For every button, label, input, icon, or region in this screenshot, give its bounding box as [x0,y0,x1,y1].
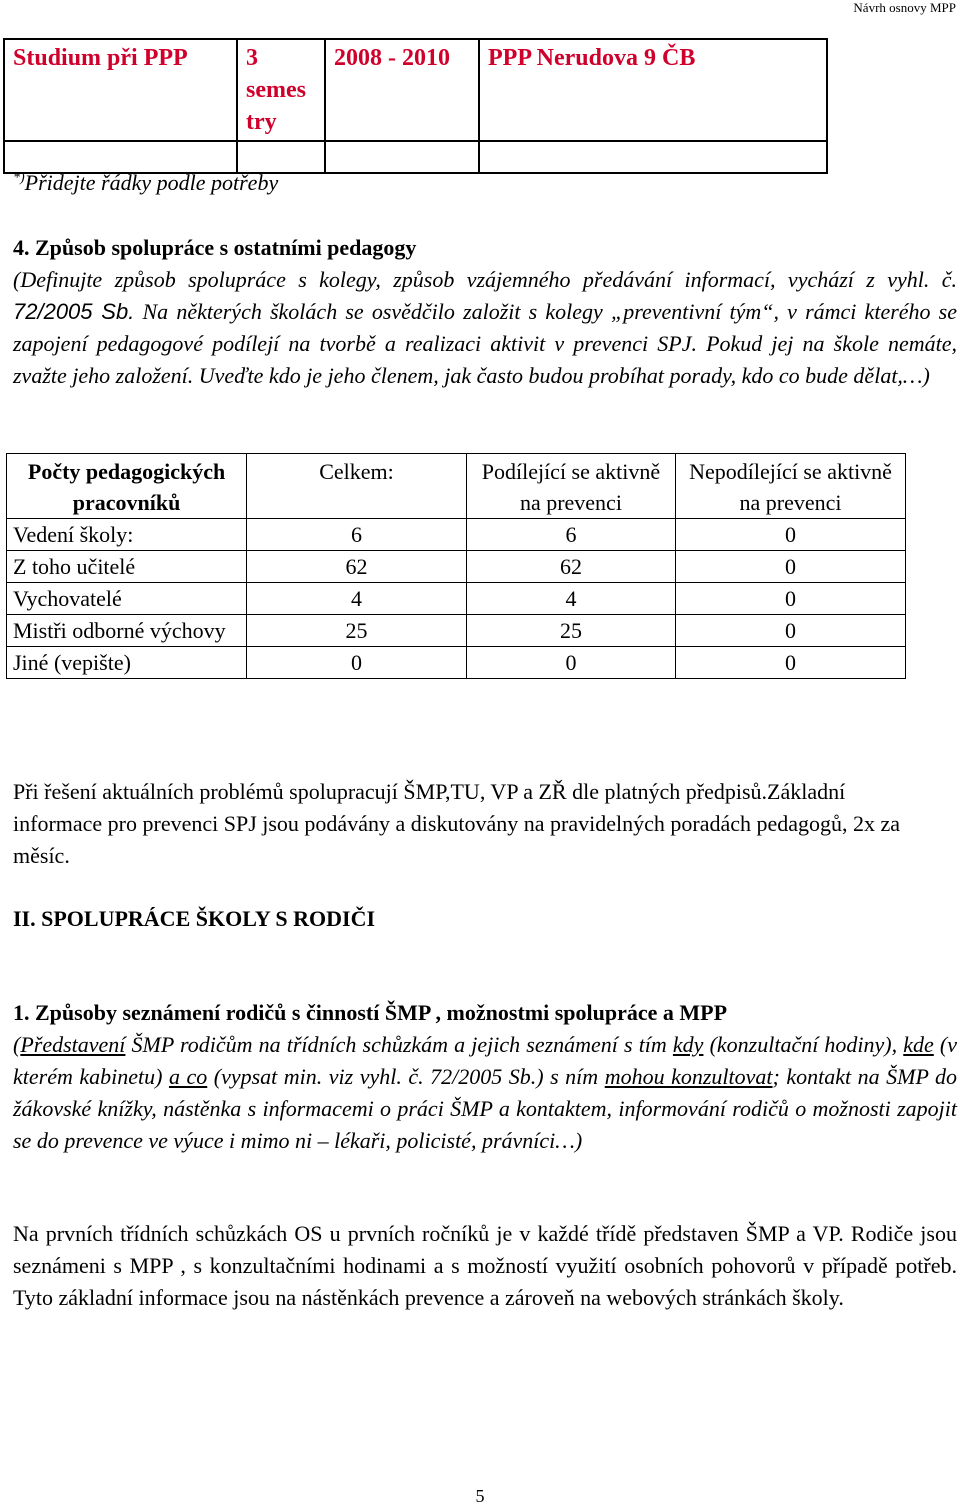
section-1-heading: 1. Způsoby seznámení rodičů s činností ŠMP , možnostmi spolupráce a MPP [13,1000,728,1025]
instruction-text: mohou konzultovat [604,1064,773,1089]
row-label: Vychovatelé [7,583,247,615]
table-cell: 25 [466,615,675,647]
column-header: Celkem: [247,454,467,519]
instruction-text: (vypsat min. viz vyhl. č. [207,1064,431,1089]
table-cell: 4 [466,583,675,615]
table-row [4,39,827,141]
table-cell: 6 [247,519,467,551]
table-row [4,141,827,173]
document-label: Návrh osnovy MPP [853,0,956,15]
table-cell: 4 [247,583,467,615]
section-4-heading: 4. Způsob spolupráce s ostatními pedagogy [13,235,417,260]
empty-cell [237,141,325,173]
table-cell: 62 [466,551,675,583]
table-cell: 0 [676,519,906,551]
staff-count-table [6,453,906,679]
table-cell: 0 [676,551,906,583]
table-row [7,519,906,551]
study-table [3,38,828,174]
regulation-reference: 72/2005 Sb. [13,299,135,324]
note-marker: *) [13,170,25,186]
table-cell: 25 [247,615,467,647]
row-label: Mistři odborné výchovy [7,615,247,647]
instruction-text: Představení [20,1032,126,1057]
table-cell: 0 [466,647,675,679]
table-header-row [7,454,906,519]
table-cell: 0 [676,615,906,647]
section-ii-heading: II. SPOLUPRÁCE ŠKOLY S RODIČI [13,906,376,931]
table-row [7,647,906,679]
column-header: Podílející se aktivně na prevenci [466,454,675,519]
empty-cell [325,141,479,173]
column-header: Nepodílející se aktivně na prevenci [676,454,906,519]
instruction-text: ; kontakt na ŠMP do žákovské knížky, nástěnka s informacemi o práci ŠMP a kontaktem, informování rodičů o možnosti zapojit se do prevence ve výuce i mimo ni – lékaři, policisté, právníci…) [13,1064,958,1153]
table-cell: 62 [247,551,467,583]
period-cell: 2008 - 2010 [325,39,479,141]
instruction-text: (Definujte způsob spolupráce s kolegy, způsob vzájemného předávání informací, vychází z vyhl. č. [13,267,957,292]
section-4-instructions [13,264,957,392]
table-cell: 6 [466,519,675,551]
table-row [7,615,906,647]
page-number: 5 [475,1486,485,1506]
row-label: Jiné (vepište) [7,647,247,679]
table-cell: 0 [676,647,906,679]
cooperation-paragraph: Při řešení aktuálních problémů spolupracují ŠMP,TU, VP a ZŘ dle platných předpisů.Základní informace pro prevenci SPJ jsou podávány a diskutovány na pravidelných poradách pedagogů, 2x za měsíc. [13,779,901,868]
instruction-text: kde [903,1032,934,1057]
add-rows-note [13,170,278,196]
section-1-instructions [13,1029,957,1157]
parents-info-paragraph: Na prvních třídních schůzkách OS u prvních ročníků je v každé třídě představen ŠMP a VP. Rodiče jsou seznámeni s MPP , s konzultačními hodinami a s možností využití osobních pohovorů v případě potřeb. Tyto základní informace jsou na nástěnkách prevence a zároveň na webových stránkách školy. [13,1221,957,1310]
regulation-reference: 72/2005 Sb. [430,1064,537,1089]
instruction-text: a co [168,1064,208,1089]
row-label: Z toho učitelé [7,551,247,583]
institution-cell: PPP Nerudova 9 ČB [479,39,827,141]
instruction-text: ) s ním [536,1064,605,1089]
column-header: Počty pedagogických pracovníků [7,454,247,519]
table-cell: 0 [676,583,906,615]
table-row [7,551,906,583]
row-label: Vedení školy: [7,519,247,551]
instruction-text: (v kterém kabinetu) [13,1032,957,1089]
table-row [7,583,906,615]
instruction-text: (konzultační hodiny), [703,1032,904,1057]
empty-cell [4,141,237,173]
instruction-text: kdy [672,1032,704,1057]
instruction-text: ŠMP rodičům na třídních schůzkám a jejich seznámení s tím [125,1032,673,1057]
instruction-text: Na některých školách se osvědčilo založit s kolegy „preventivní tým“, v rámci kterého se zapojení pedagogové podílejí na tvorbě a realizaci aktivit v prevenci SPJ. Pokud jej na škole nemáte, zvažte jeho založení. Uveďte kdo je jeho členem, jak často budou probíhat porady, kdo co bude dělat,…) [13,299,958,388]
duration-cell: 3 semes try [237,39,325,141]
note-text: Přidejte řádky podle potřeby [24,170,279,195]
table-cell: 0 [247,647,467,679]
instruction-text: ( [13,1032,21,1057]
empty-cell [479,141,827,173]
study-type-cell: Studium při PPP [4,39,237,141]
